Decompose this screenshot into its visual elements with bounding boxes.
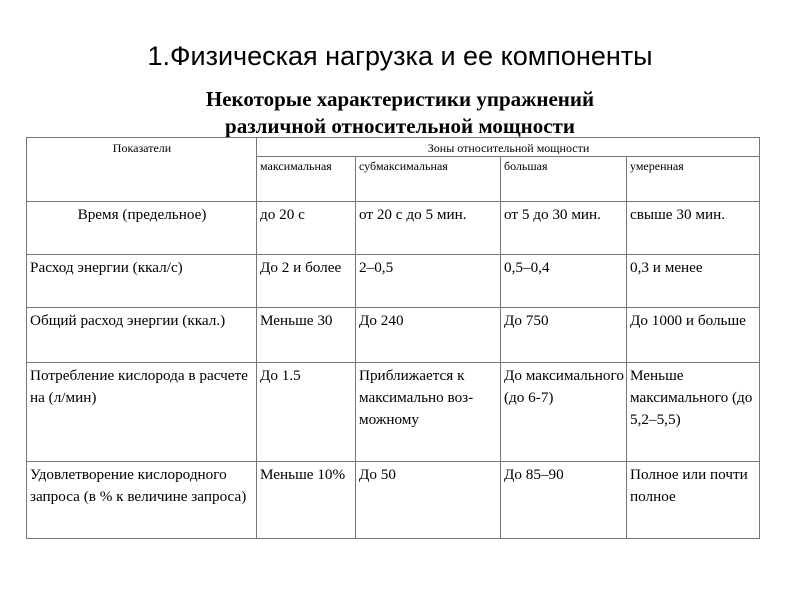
table-cell: 2–0,5 xyxy=(356,255,501,308)
table-cell: 0,3 и менее xyxy=(627,255,760,308)
table-row xyxy=(27,462,760,539)
table-row xyxy=(27,308,760,363)
zone-header-maximal: максимальная xyxy=(257,157,356,202)
table-cell: Меньше 10% xyxy=(257,462,356,539)
table-cell: Приближается к максимально воз-можному xyxy=(356,363,501,462)
row-label: Потребление кислорода в расчете на (л/мин) xyxy=(27,363,257,462)
table-row xyxy=(27,363,760,462)
table-cell: До 750 xyxy=(501,308,627,363)
table-row xyxy=(27,255,760,308)
table-cell: Меньше максимального (до 5,2–5,5) xyxy=(627,363,760,462)
table-row xyxy=(27,202,760,255)
table-cell: До максимального (до 6-7) xyxy=(501,363,627,462)
row-label: Расход энергии (ккал/с) xyxy=(27,255,257,308)
table-cell: До 2 и более xyxy=(257,255,356,308)
header-zones: Зоны относительной мощности xyxy=(257,138,760,157)
table-cell: до 20 с xyxy=(257,202,356,255)
table-subtitle-line-2: различной относительной мощности xyxy=(225,114,575,138)
zone-header-submaximal: субмаксимальная xyxy=(356,157,501,202)
table-cell: 0,5–0,4 xyxy=(501,255,627,308)
table-cell: До 1000 и больше xyxy=(627,308,760,363)
table-cell: До 85–90 xyxy=(501,462,627,539)
table-cell: Полное или почти полное xyxy=(627,462,760,539)
table-cell: До 240 xyxy=(356,308,501,363)
table-cell: от 5 до 30 мин. xyxy=(501,202,627,255)
table-cell: До 50 xyxy=(356,462,501,539)
header-indicators: Показатели xyxy=(27,138,257,202)
zone-header-moderate: умеренная xyxy=(627,157,760,202)
row-label: Время (предельное) xyxy=(27,202,257,255)
exercise-power-zones-table xyxy=(26,137,760,539)
zone-header-large: большая xyxy=(501,157,627,202)
table-cell: Меньше 30 xyxy=(257,308,356,363)
row-label: Удовлетворение кислородного запроса (в % к величине запроса) xyxy=(27,462,257,539)
row-label: Общий расход энергии (ккал.) xyxy=(27,308,257,363)
table-cell: свыше 30 мин. xyxy=(627,202,760,255)
table-cell: от 20 с до 5 мин. xyxy=(356,202,501,255)
table-header-row xyxy=(27,138,760,157)
table-subtitle-line-1: Некоторые характеристики упражнений xyxy=(205,87,595,111)
slide-title: 1.Физическая нагрузка и ее компоненты xyxy=(147,41,653,71)
table-cell: До 1.5 xyxy=(257,363,356,462)
